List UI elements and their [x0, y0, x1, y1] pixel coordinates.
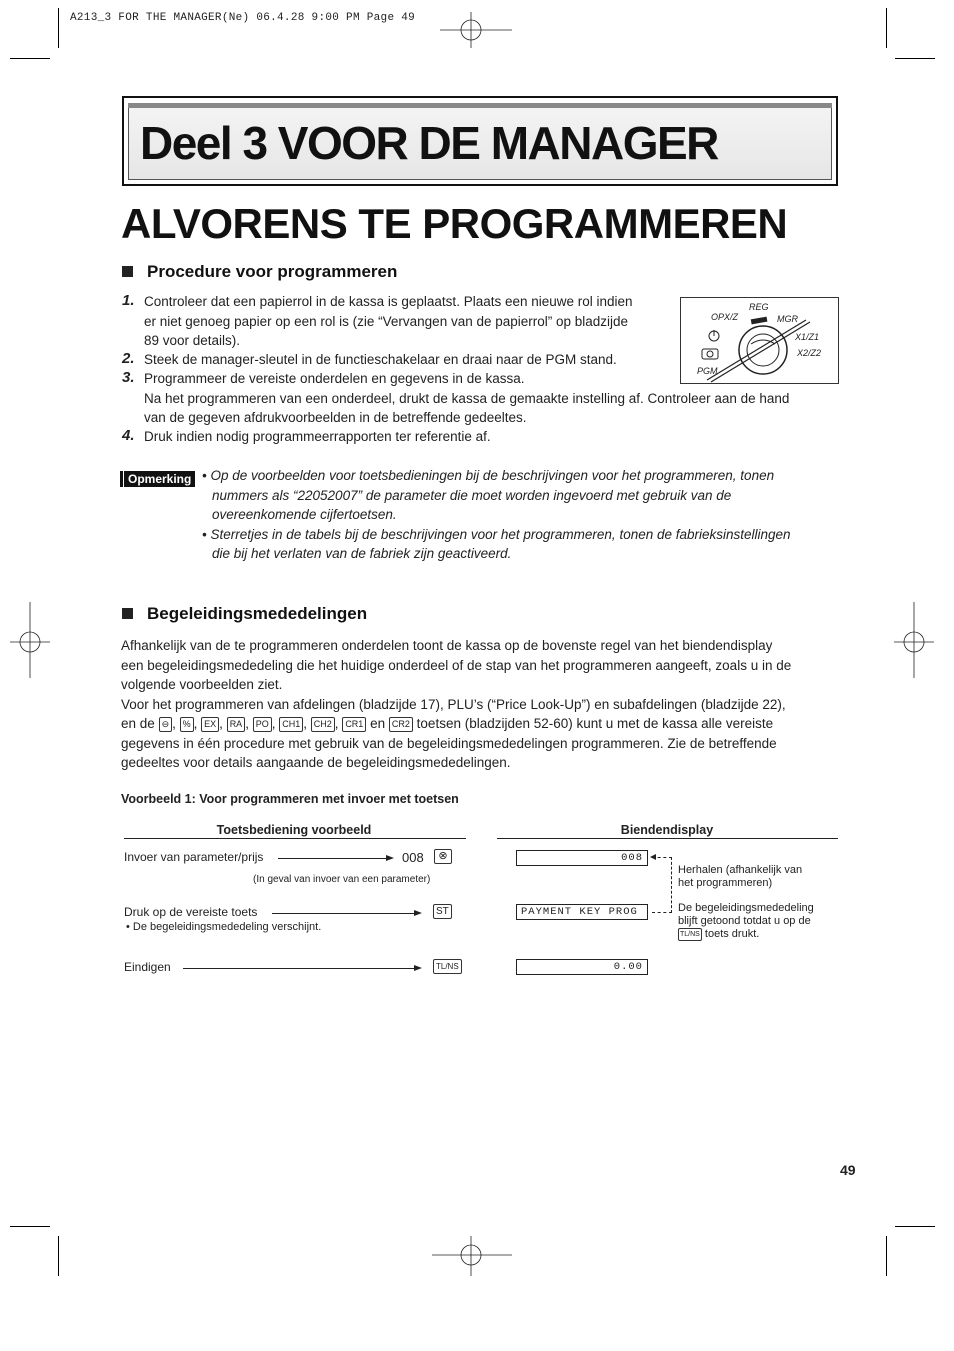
note-bullets [202, 466, 842, 564]
switch-label-pgm: PGM [697, 366, 718, 376]
paragraph-line: gedeeltes voor details aangaande de begeleidingsmededelingen. [121, 755, 511, 770]
cr1-key-icon: CR1 [342, 717, 366, 732]
switch-label-reg: REG [749, 302, 769, 312]
ex-key-icon: EX [201, 717, 219, 732]
text-fragment: en [370, 716, 386, 731]
step-number: 1. [122, 292, 135, 309]
example-title: Voorbeeld 1: Voor programmeren met invoer met toetsen [121, 792, 459, 806]
arrow-head-icon [414, 910, 422, 916]
cr2-key-icon: CR2 [389, 717, 413, 732]
switch-label-opxz: OPX/Z [711, 312, 739, 322]
step-line: er niet genoeg papier op een rol is (zie “Vervangen van de papierrol” op bladzijde [144, 313, 629, 329]
note-line: • Op de voorbeelden voor toetsbedieningen bij de beschrijvingen voor het programmeren, tonen [202, 468, 775, 483]
po-key-icon: PO [253, 717, 272, 732]
side-note-line: blijft getoond totdat u op de [678, 915, 811, 927]
mode-switch-illustration [680, 297, 839, 384]
side-note-line: Herhalen (afhankelijk van [678, 864, 803, 876]
step-text [144, 292, 684, 351]
step-line: Programmeer de vereiste onderdelen en gegevens in de kassa. [144, 371, 525, 386]
text-fragment: en de [121, 716, 155, 731]
step-line: 89 voor details). [144, 333, 241, 348]
column-header-keys: Toetsbediening voorbeeld [216, 823, 372, 837]
side-note-line: De begeleidingsmededeling [678, 902, 814, 914]
example-row-note: • De begeleidingsmededeling verschijnt. [126, 921, 322, 933]
chapter-title: Deel 3 VOOR DE MANAGER [140, 117, 718, 169]
note-line: nummers als “22052007” de parameter die moet worden ingevoerd met gebruik van de [212, 487, 732, 503]
square-bullet-icon [122, 266, 133, 277]
arrow-head-icon [414, 965, 422, 971]
print-slug: A213_3 FOR THE MANAGER(Ne) 06.4.28 9:00 PM Page 49 [70, 12, 416, 24]
example-row-label: Druk op de vereiste toets [124, 905, 258, 919]
ch2-key-icon: CH2 [311, 717, 335, 732]
registration-mark-left [10, 602, 50, 678]
paragraph-line: een begeleidingsmededeling die het huidige onderdeel of de stap van het programmeren aangeeft, zoals u in de [121, 657, 792, 673]
step-line: van de gegeven afdrukvoorbeelden in de betreffende gedeeltes. [144, 410, 527, 425]
minus-key-icon: ⊖ [159, 717, 173, 732]
example-row-label: Eindigen [124, 960, 171, 974]
switch-label-x2z2: X2/Z2 [797, 348, 822, 358]
registration-mark-right [894, 602, 934, 678]
chapter-banner [122, 96, 838, 186]
display-readout: PAYMENT KEY PROG [516, 904, 648, 920]
side-note-line [678, 928, 828, 941]
registration-mark-bottom [432, 1236, 512, 1276]
multiply-key-icon: ⊗ [434, 849, 452, 864]
step-number: 3. [122, 369, 135, 386]
text-fragment: toets drukt. [704, 928, 760, 940]
text-fragment: toetsen (bladzijden 52-60) kunt u met de kassa alle vereiste [416, 716, 774, 731]
paragraph-line: Voor het programmeren van afdelingen (bladzijde 17), PLU’s (“Price Look-Up”) en subafdelingen (bladzijde 22), [121, 696, 786, 712]
arrow-line [272, 913, 416, 914]
section-heading-text: Begeleidingsmededelingen [147, 604, 368, 623]
switch-label-x1z1: X1/Z1 [795, 332, 820, 342]
arrow-left-icon [650, 854, 656, 860]
section-heading-guidance [122, 604, 367, 624]
paragraph-line: gegevens in één procedure met gebruik van de begeleidingsmededelingen programmeren. Zie de betreffende [121, 735, 777, 751]
section-heading-text: Procedure voor programmeren [147, 262, 398, 281]
dashed-connector [671, 857, 672, 913]
paragraph-line: Afhankelijk van de te programmeren onderdelen toont de kassa op de bovenste regel van het biendendisplay [121, 638, 773, 653]
ch1-key-icon: CH1 [279, 717, 303, 732]
column-header-display: Biendendisplay [620, 823, 714, 837]
tl-ns-key-icon: TL/NS [433, 959, 462, 974]
step-line: Controleer dat een papierrol in de kassa is geplaatst. Plaats een nieuwe rol indien [144, 294, 633, 309]
ra-key-icon: RA [227, 717, 246, 732]
arrow-line [183, 968, 416, 969]
arrow-head-icon [386, 855, 394, 861]
paragraph-line: volgende voorbeelden ziet. [121, 677, 283, 692]
st-key-icon: ST [433, 904, 452, 919]
column-rule [124, 838, 466, 839]
note-line: overeenkomende cijfertoetsen. [212, 507, 397, 522]
dashed-connector [652, 912, 672, 913]
display-readout: 008 [516, 850, 648, 866]
arrow-line [278, 858, 388, 859]
step-text: Steek de manager-sleutel in de functieschakelaar en draai naar de PGM stand. [144, 352, 617, 367]
example-row-label: Invoer van parameter/prijs [124, 850, 264, 864]
percent-key-icon: % [180, 717, 194, 732]
input-value: 008 [402, 850, 424, 865]
note-line: • Sterretjes in de tabels bij de beschrijvingen voor het programmeren, tonen de fabrieksinstellingen [202, 526, 791, 542]
note-line: die bij het verlaten van de fabriek zijn geactiveerd. [212, 546, 512, 561]
step-number: 2. [122, 350, 135, 367]
paragraph-line-keys: en de ⊖ , % , EX , RA , PO , CH1 , CH2 , CR1 en CR2 toetsen (bladzijden 52-60) kunt u met de kassa alle vereiste [121, 716, 774, 731]
display-readout: 0.00 [516, 959, 648, 975]
example-row-note: (In geval van invoer van een parameter) [253, 874, 431, 885]
section-heading-procedure [122, 262, 397, 282]
note-label: Opmerking [124, 471, 195, 487]
step-text: Druk indien nodig programmeerrapporten ter referentie af. [144, 429, 491, 444]
step-number: 4. [122, 427, 135, 444]
square-bullet-icon [122, 608, 133, 619]
page-title: ALVORENS TE PROGRAMMEREN [121, 200, 788, 247]
registration-mark-top [440, 12, 512, 48]
tl-ns-key-icon: TL/NS [678, 928, 702, 941]
page-number: 49 [840, 1162, 856, 1178]
switch-label-mgr: MGR [777, 314, 798, 324]
side-note-repeat [678, 864, 828, 890]
column-rule [497, 838, 838, 839]
side-note-remain [678, 902, 828, 941]
guidance-paragraph [121, 636, 851, 773]
step-line: Na het programmeren van een onderdeel, drukt de kassa de gemaakte instelling af. Controleer aan de hand [144, 390, 790, 406]
side-note-line: het programmeren) [678, 877, 773, 889]
